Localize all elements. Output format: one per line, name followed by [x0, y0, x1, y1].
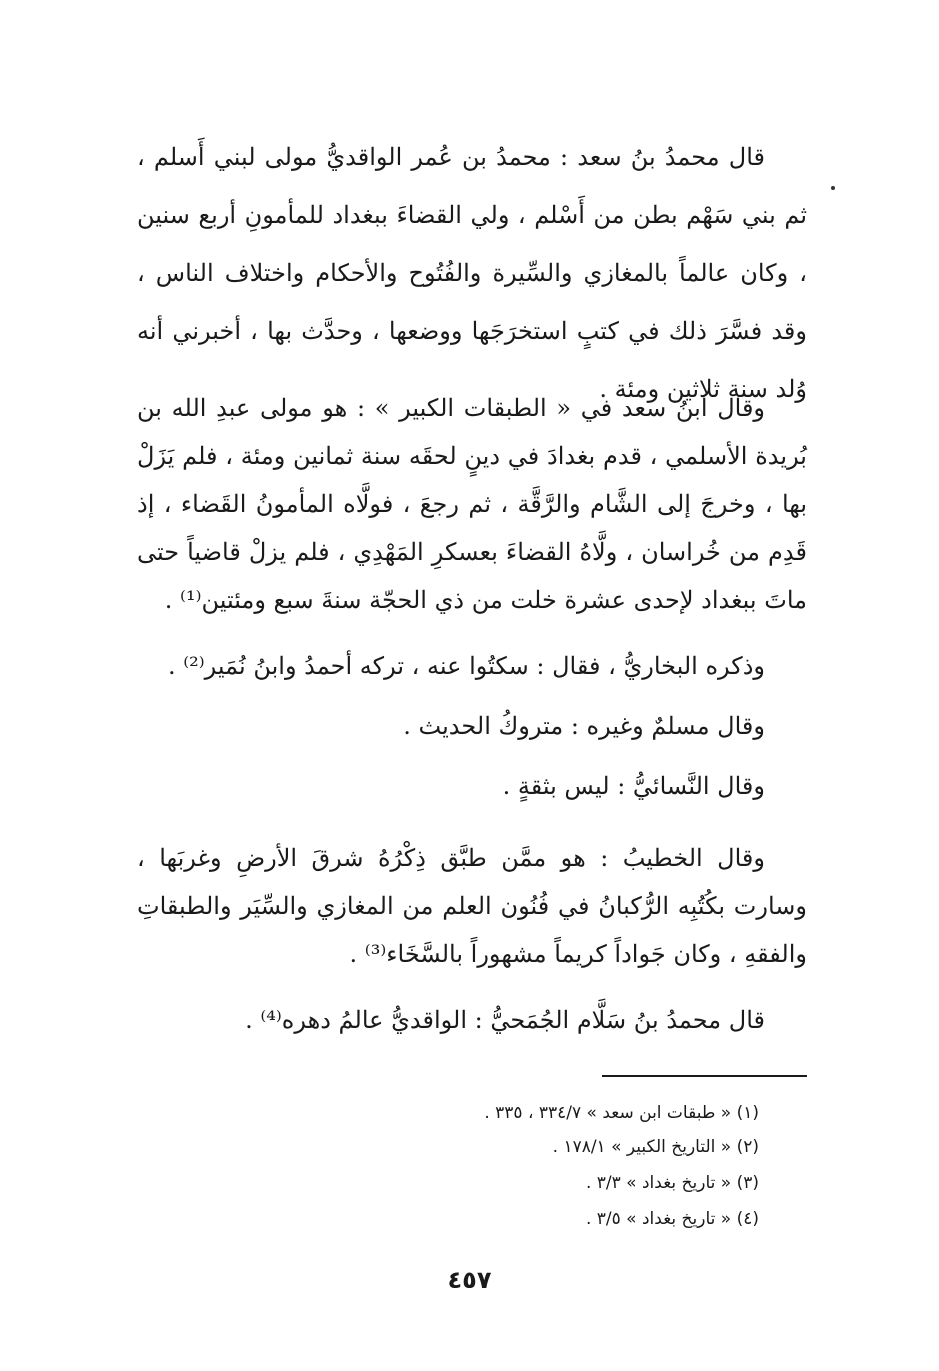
- paragraph-ibn-sallam: قال محمدُ بنُ سَلَّام الجُمَحيُّ : الواقديُّ عالمُ دهره⁽⁴⁾ .: [245, 1006, 765, 1034]
- paragraph-ibn-saad-bio: قال محمدُ بنُ سعد : محمدُ بن عُمر الواقديُّ مولى لبني أَسلم ، ثم بني سَهْم بطن من أَسْلم ، ولي القضاءَ ببغداد للمأمونِ أربع سنين ، وكان عالماً بالمغازي والسِّيرة والفُتُوح والأحكام واختلاف الناس ، وقد فسَّرَ ذلك في كتبٍ استخرَجَها ووضعها ، وحدَّث بها ، أخبرني أنه وُلد سنة ثلاثين ومئة .: [137, 143, 808, 403]
- paragraph-bukhari: وذكره البخاريُّ ، فقال : سكتُوا عنه ، تركه أحمدُ وابنُ نُمَير⁽²⁾ .: [168, 652, 765, 680]
- paragraph-nasai: وقال النَّسائيُّ : ليس بثقةٍ .: [502, 772, 765, 800]
- footnote-1: (١) « طبقات ابن سعد » ٣٣٤/٧ ، ٣٣٥ .: [484, 1103, 759, 1123]
- footnote-4: (٤) « تاريخ بغداد » ٣/٥ .: [585, 1209, 759, 1229]
- paragraph-muslim: وقال مسلمٌ وغيره : متروكُ الحديث .: [403, 712, 765, 740]
- page-number: ٤٥٧: [447, 1266, 492, 1294]
- footnote-divider: [602, 1075, 807, 1077]
- paragraph-tabaqat-quote: وقال ابنُ سعد في « الطبقات الكبير » : هو مولى عبدِ الله بن بُريدة الأسلمي ، قدم بغدادَ في دينٍ لحقَه سنة ثمانين ومئة ، فلم يَزَلْ بها ، وخرجَ إلى الشَّام والرَّقَّة ، ثم رجعَ ، فولَّاه المأمونُ القَضاء ، إذ قَدِم من خُراسان ، ولَّاهُ القضاءَ بعسكرِ المَهْدِي ، فلم يزلْ قاضياً حتى ماتَ ببغداد لإحدى عشرة خلت من ذي الحجّة سنةَ سبع ومئتين⁽¹⁾ .: [137, 394, 807, 614]
- paragraph-khatib: وقال الخطيبُ : هو ممَّن طبَّق ذِكْرُهُ شرقَ الأرضِ وغربَها ، وسارت بكُتُبِه الرُّكبانُ في فُنُون العلم من المغازي والسِّيَر والطبقاتِ والفقهِ ، وكان جَواداً كريماً مشهوراً بالسَّخَاء⁽³⁾ .: [137, 844, 807, 968]
- footnote-3: (٣) « تاريخ بغداد » ٣/٣ .: [585, 1173, 759, 1193]
- footnote-2: (٢) « التاريخ الكبير » ١٧٨/١ .: [552, 1137, 759, 1157]
- scan-speck: [831, 186, 835, 190]
